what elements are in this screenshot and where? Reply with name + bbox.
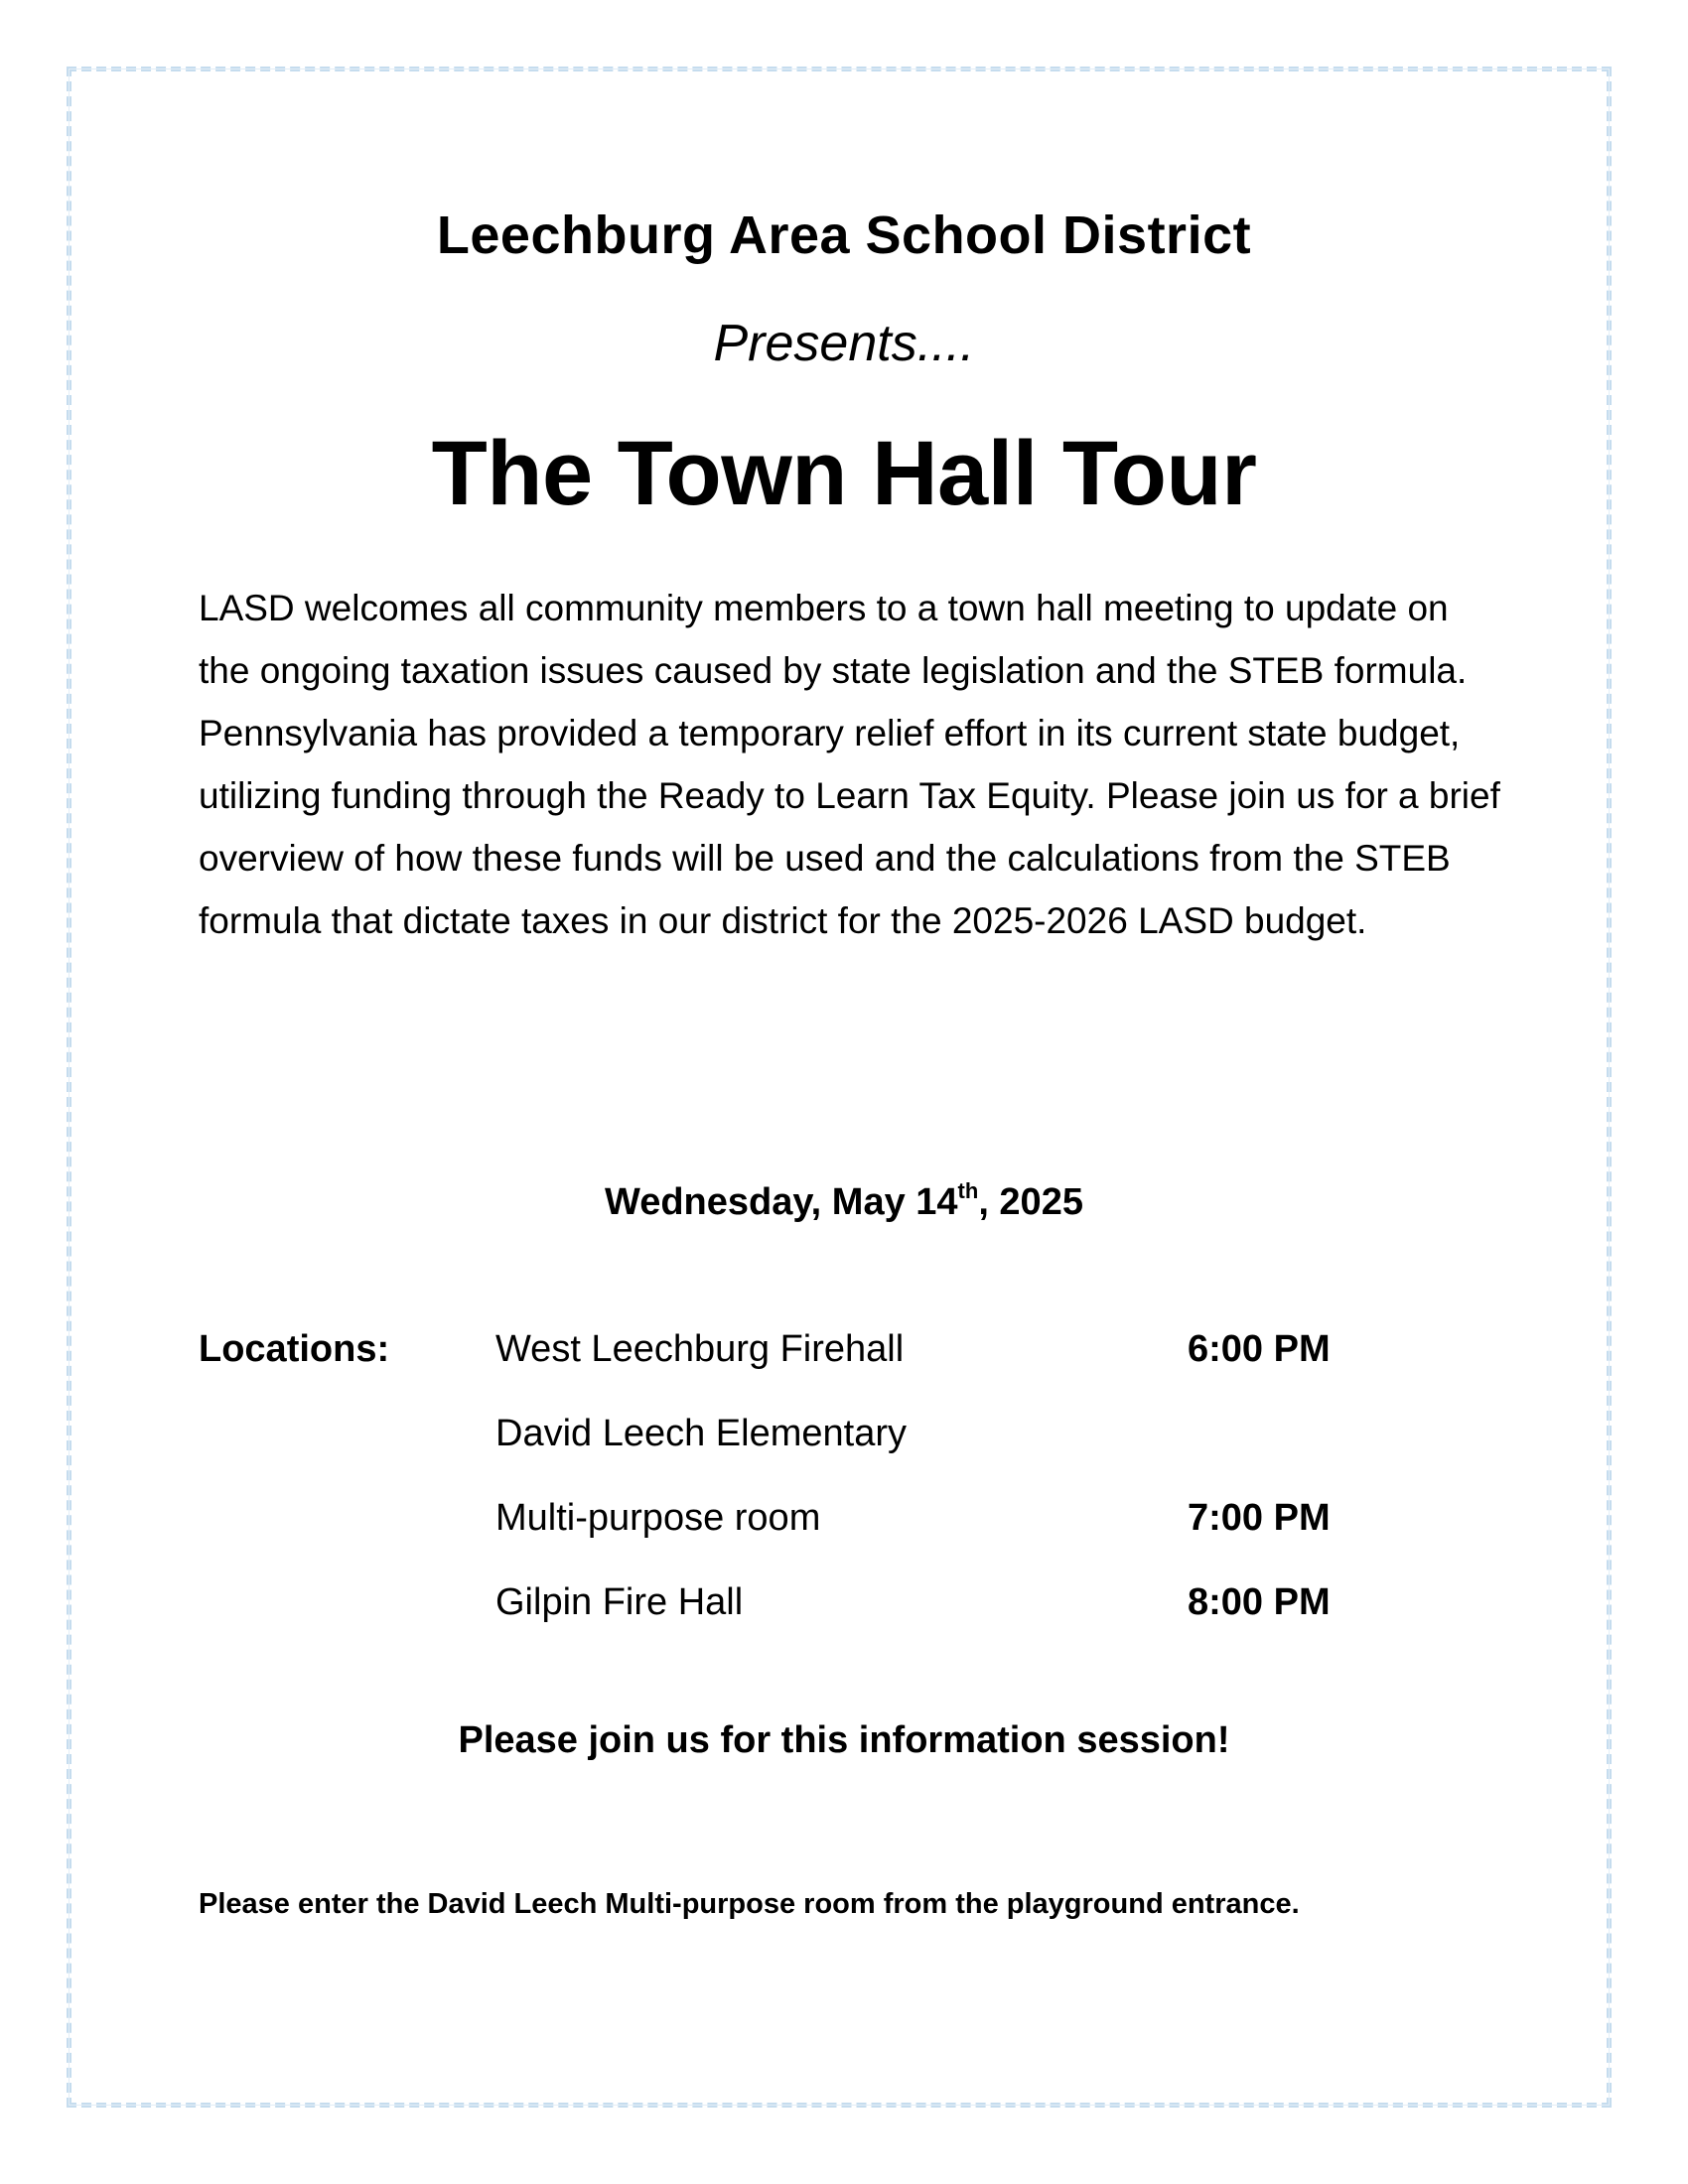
- intro-paragraph: LASD welcomes all community members to a town hall meeting to update on the ongoing taxation issues caused by state legislation and the STEB formula. Pennsylvania has provided a temporary relief effort in its current state budget, utilizing funding through the Ready to Learn Tax Equity. Please join us for a brief overview of how these funds will be used and the calculations from the STEB formula that dictate taxes in our district for the 2025-2026 LASD budget.: [199, 588, 1500, 941]
- event-date: [0, 1178, 1688, 1224]
- location-name: David Leech Elementary: [495, 1413, 907, 1454]
- location-time: 8:00 PM: [1188, 1581, 1331, 1623]
- event-date-year: , 2025: [978, 1181, 1083, 1223]
- location-time: 6:00 PM: [1188, 1328, 1331, 1370]
- locations-label: Locations:: [199, 1328, 390, 1370]
- closing-invitation: Please join us for this information session!: [458, 1719, 1230, 1761]
- district-name: Leechburg Area School District: [436, 205, 1252, 265]
- event-title: The Town Hall Tour: [431, 423, 1257, 524]
- location-time: 7:00 PM: [1188, 1497, 1331, 1539]
- entrance-note: Please enter the David Leech Multi-purpose room from the playground entrance.: [199, 1888, 1300, 1920]
- location-name: West Leechburg Firehall: [495, 1328, 905, 1370]
- event-date-ordinal: th: [957, 1178, 979, 1203]
- event-date-main: Wednesday, May 14: [605, 1181, 958, 1223]
- presents-line: Presents....: [713, 315, 975, 372]
- location-name: Gilpin Fire Hall: [495, 1581, 744, 1623]
- location-name: Multi-purpose room: [495, 1497, 821, 1539]
